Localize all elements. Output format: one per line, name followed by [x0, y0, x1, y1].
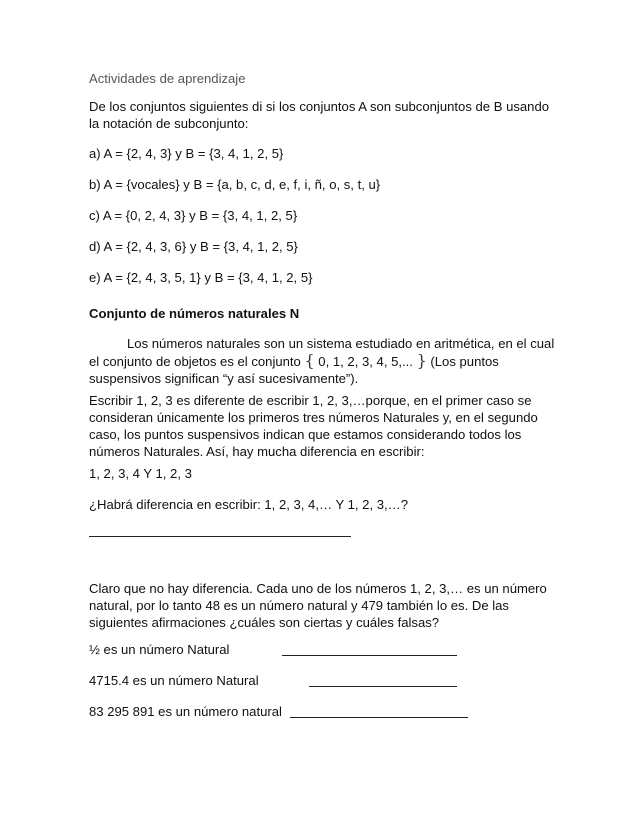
example-line: 1, 2, 3, 4 Y 1, 2, 3	[89, 466, 192, 481]
natural-numbers-paragraph	[89, 335, 559, 387]
exercise-c: c) A = {0, 2, 4, 3} y B = {3, 4, 1, 2, 5}	[89, 208, 298, 223]
explanation-paragraph: Escribir 1, 2, 3 es diferente de escribir 1, 2, 3,…porque, en el primer caso se consideran únicamente los primeros tres números Naturales y, en el segundo caso, los puntos suspensivos indican que estamos considerando todos los números Naturales. Así, hay mucha diferencia en escribir:	[89, 393, 538, 459]
statement-3-text: 83 295 891 es un número natural	[89, 704, 282, 719]
statement-1-answer-line[interactable]	[282, 655, 457, 656]
brace-close: }	[416, 351, 427, 370]
natural-set: 0, 1, 2, 3, 4, 5,...	[314, 354, 417, 369]
statement-3-answer-line[interactable]	[290, 717, 468, 718]
statement-2-answer-line[interactable]	[309, 686, 457, 687]
para1-text-before: Los números naturales son un sistema estudiado en aritmética, en el cual el conjunto de objetos es el conjunto	[89, 336, 555, 369]
exercise-a: a) A = {2, 4, 3} y B = {3, 4, 1, 2, 5}	[89, 146, 284, 161]
section-title: Conjunto de números naturales N	[89, 306, 300, 321]
exercise-b: b) A = {vocales} y B = {a, b, c, d, e, f, i, ñ, o, s, t, u}	[89, 177, 381, 192]
intro-paragraph: De los conjuntos siguientes di si los conjuntos A son subconjuntos de B usando la notación de subconjunto:	[89, 99, 550, 131]
brace-open: {	[304, 351, 315, 370]
answer-blank-line[interactable]	[89, 536, 351, 537]
statement-2-text: 4715.4 es un número Natural	[89, 673, 259, 688]
exercise-d: d) A = {2, 4, 3, 6} y B = {3, 4, 1, 2, 5}	[89, 239, 298, 254]
statement-1-text: ½ es un número Natural	[89, 642, 230, 657]
conclusion-paragraph: Claro que no hay diferencia. Cada uno de los números 1, 2, 3,… es un número natural, por lo tanto 48 es un número natural y 479 también lo es. De las siguientes afirmaciones ¿cuáles son ciertas y cuáles falsas?	[89, 581, 547, 630]
question-line: ¿Habrá diferencia en escribir: 1, 2, 3, 4,… Y 1, 2, 3,…?	[89, 497, 409, 512]
para1-text-after: (Los puntos suspensivos significan “y así sucesivamente”).	[89, 354, 499, 386]
document-title: Actividades de aprendizaje	[89, 71, 246, 86]
exercise-e: e) A = {2, 4, 3, 5, 1} y B = {3, 4, 1, 2, 5}	[89, 270, 313, 285]
